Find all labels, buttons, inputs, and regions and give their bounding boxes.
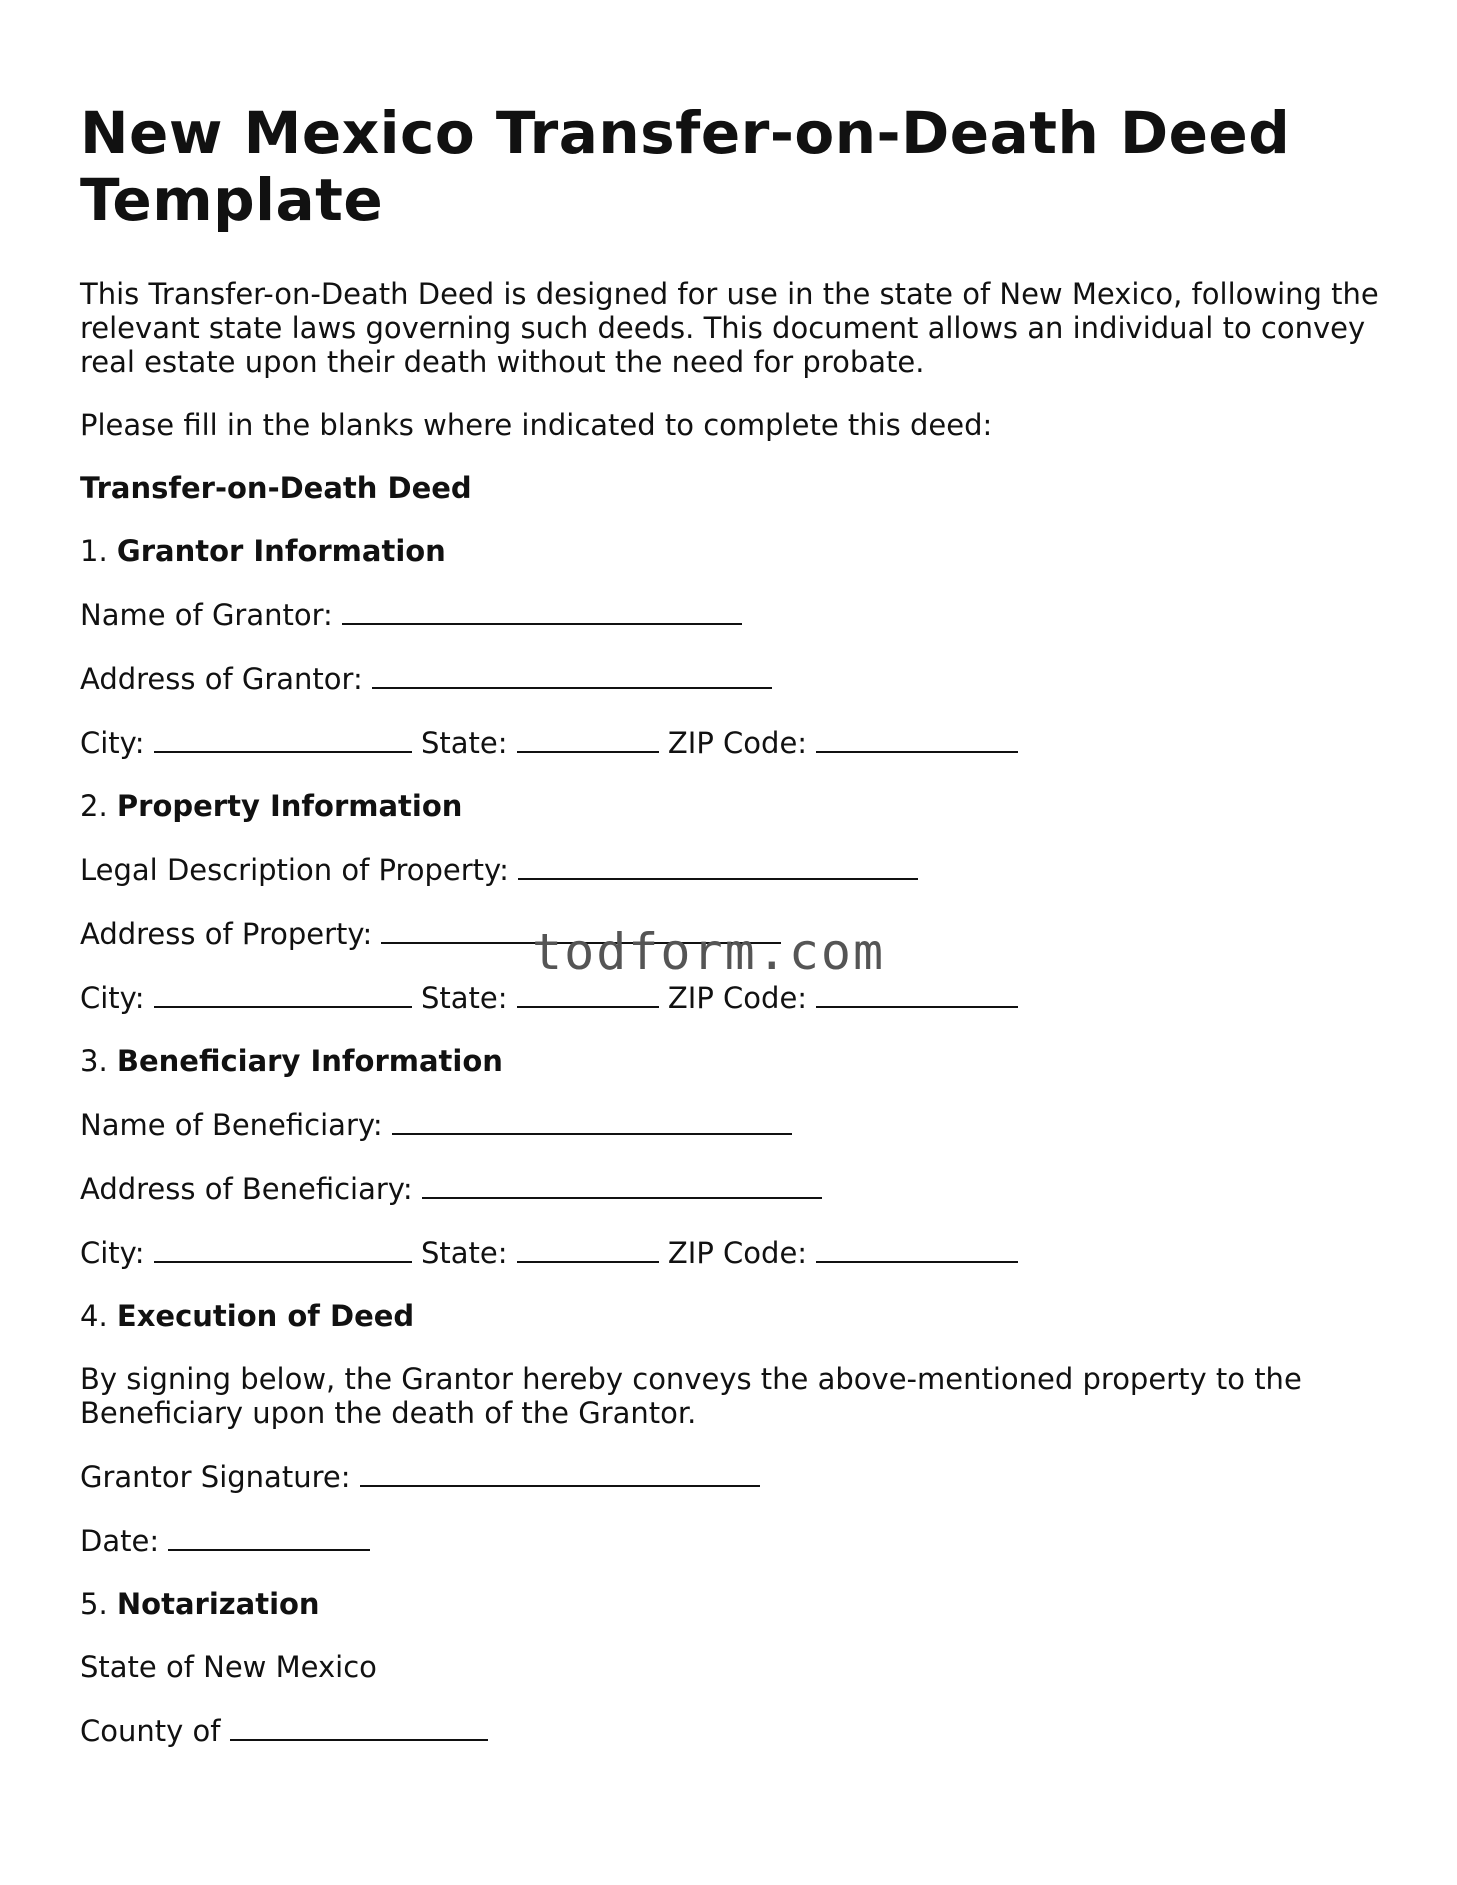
grantor-city-row bbox=[80, 725, 1380, 760]
beneficiary-address-field[interactable] bbox=[422, 1171, 822, 1199]
property-zip-field[interactable] bbox=[816, 980, 1018, 1008]
beneficiary-city-field[interactable] bbox=[154, 1235, 412, 1263]
property-zip-label: ZIP Code: bbox=[667, 981, 808, 1015]
property-legal-row bbox=[80, 852, 1380, 887]
section-heading-property: 2. Property Information bbox=[80, 789, 463, 823]
grantor-zip-label: ZIP Code: bbox=[667, 726, 808, 760]
grantor-name-field[interactable] bbox=[342, 597, 742, 625]
grantor-address-row bbox=[80, 661, 1380, 696]
execution-text: By signing below, the Grantor hereby conveys the above-mentioned property to the Beneficiary upon the death of the Grantor. bbox=[80, 1362, 1302, 1430]
grantor-signature-field[interactable] bbox=[360, 1459, 760, 1487]
instruction-text: Please fill in the blanks where indicated to complete this deed: bbox=[80, 408, 993, 442]
property-city-field[interactable] bbox=[154, 980, 412, 1008]
section-heading-beneficiary: 3. Beneficiary Information bbox=[80, 1044, 503, 1078]
beneficiary-state-label: State: bbox=[420, 1236, 508, 1270]
beneficiary-state-field[interactable] bbox=[517, 1235, 659, 1263]
date-label: Date: bbox=[80, 1524, 160, 1558]
date-field[interactable] bbox=[168, 1523, 370, 1551]
property-city-label: City: bbox=[80, 981, 145, 1015]
grantor-state-field[interactable] bbox=[517, 725, 659, 753]
property-legal-label: Legal Description of Property: bbox=[80, 853, 509, 887]
grantor-zip-field[interactable] bbox=[816, 725, 1018, 753]
section-heading-notarization: 5. Notarization bbox=[80, 1587, 320, 1621]
property-legal-field[interactable] bbox=[518, 852, 918, 880]
beneficiary-city-label: City: bbox=[80, 1236, 145, 1270]
intro-paragraph: This Transfer-on-Death Deed is designed for use in the state of New Mexico, following the relevant state laws governing such deeds. This document allows an individual to convey real estate upon their death without the need for probate. bbox=[80, 277, 1379, 379]
beneficiary-address-label: Address of Beneficiary: bbox=[80, 1172, 413, 1206]
page-title: New Mexico Transfer-on-Death Deed Template bbox=[80, 99, 1291, 234]
beneficiary-zip-field[interactable] bbox=[816, 1235, 1018, 1263]
property-address-label: Address of Property: bbox=[80, 917, 373, 951]
section-heading-execution: 4. Execution of Deed bbox=[80, 1299, 415, 1333]
property-state-field[interactable] bbox=[517, 980, 659, 1008]
section-heading-grantor: 1. Grantor Information bbox=[80, 534, 446, 568]
grantor-signature-row bbox=[80, 1459, 1380, 1494]
notary-county-label: County of bbox=[80, 1714, 221, 1748]
grantor-name-label: Name of Grantor: bbox=[80, 598, 333, 632]
date-row bbox=[80, 1523, 1380, 1558]
grantor-address-label: Address of Grantor: bbox=[80, 662, 363, 696]
beneficiary-city-row bbox=[80, 1235, 1380, 1270]
grantor-name-row bbox=[80, 597, 1380, 632]
grantor-state-label: State: bbox=[420, 726, 508, 760]
property-state-label: State: bbox=[420, 981, 508, 1015]
grantor-signature-label: Grantor Signature: bbox=[80, 1460, 351, 1494]
beneficiary-zip-label: ZIP Code: bbox=[667, 1236, 808, 1270]
beneficiary-name-row bbox=[80, 1107, 1380, 1142]
beneficiary-name-label: Name of Beneficiary: bbox=[80, 1108, 383, 1142]
grantor-address-field[interactable] bbox=[372, 661, 772, 689]
property-city-row bbox=[80, 980, 1380, 1015]
notary-state-line: State of New Mexico bbox=[80, 1650, 377, 1684]
deed-heading: Transfer-on-Death Deed bbox=[80, 471, 472, 505]
beneficiary-name-field[interactable] bbox=[392, 1107, 792, 1135]
grantor-city-label: City: bbox=[80, 726, 145, 760]
notary-county-field[interactable] bbox=[230, 1713, 488, 1741]
watermark-text: todform.com bbox=[532, 923, 886, 981]
notary-county-row bbox=[80, 1713, 1380, 1748]
beneficiary-address-row bbox=[80, 1171, 1380, 1206]
grantor-city-field[interactable] bbox=[154, 725, 412, 753]
